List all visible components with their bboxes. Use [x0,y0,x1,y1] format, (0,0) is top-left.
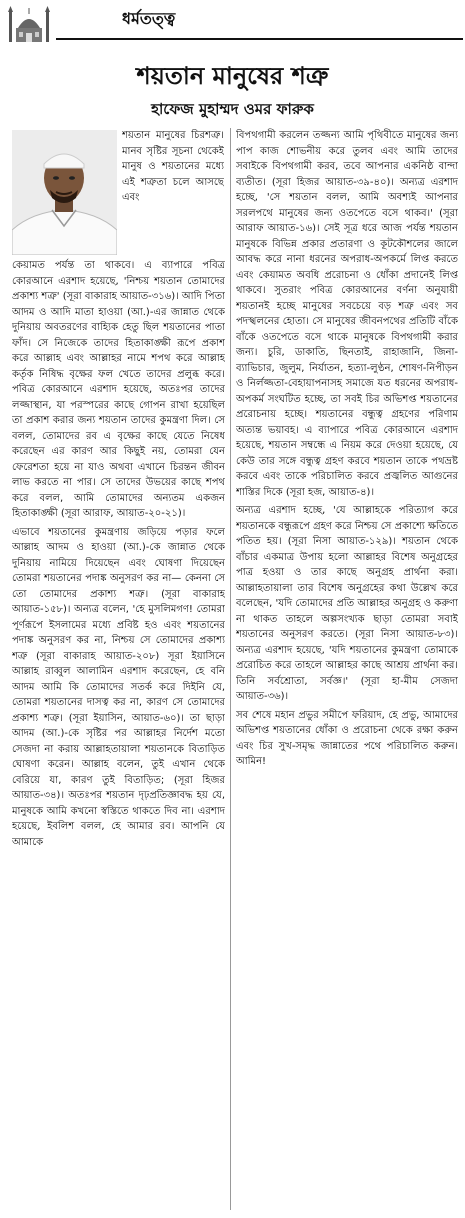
author-photo [12,130,117,255]
paragraph: বিপথগামী করলেন তজ্জন্য আমি পৃথিবীতে মানুষের জন্য পাপ কাজ শোভনীয় করে তুলব এবং আমি তাদের সবাইকে বিপথগামী করব, তবে আপনার একনিষ্ঠ বান্দা ব্যতীত। (সূরা হিজর আয়াত-৩৯-৪০)। অন্যত্র এরশাদ হচ্ছে, 'সে শয়তান বলল, আমি অবশ্যই আপনার সরলপথে মানুষের জন্য ওতপেতে বসে থাকব।' (সূরা আরাফ আয়াত-১৬)। সেই সূত্র ধরে আজ পর্যন্ত শয়তান মানুষকে বিভিন্ন প্রকার প্রতারণা ও কূটকৌশলের জালে আবদ্ধ করে নানা ধরনের অপরাধ-অপকর্মে লিপ্ত করতে এবং কেয়ামত অবধি প্ররোচনা ও ধোঁকা প্রদানেই লিপ্ত থাকবে। সুতরাং পবিত্র কোরআনের বর্ণনা অনুযায়ী শয়তানই হচ্ছে মানুষের সবচেয়ে বড় শত্রু এবং সব পদস্খলনের হোতা। সে মানুষের জীবনপথের প্রতিটি বাঁকে বাঁকে ওতপেতে বসে থাকে মানুষকে বিপথগামী করার জন্য। চুরি, ডাকাতি, ছিনতাই, রাহাজানি, জিনা-ব্যাভিচার, জুলুম, নির্যাতন, হত্যা-লুণ্ঠন, শোষণ-নিপীড়ন ও নির্লজ্জতা-বেহায়াপনাসহ সমাজে যত ধরনের অপরাধ-অপকর্ম সংঘটিত হচ্ছে, তা সবই চির অভিশপ্ত শয়তানের প্ররোচনায় হচ্ছে। শয়তানের বন্ধুত্ব গ্রহণের পরিণাম অত্যন্ত ভয়াবহ। এ ব্যাপারে পবিত্র কোরআনে এরশাদ হয়েছে, শয়তান সম্বন্ধে এ নিয়ম করে দেওয়া হয়েছে, যে কেউ তার সঙ্গে বন্ধুত্ব গ্রহণ করবে শয়তান তাকে পথভ্রষ্ট করবে এবং তাকে পরিচালিত করবে প্রজ্বলিত আগুনের শাস্তির দিকে (সূরা হজ, আয়াত-৪)। [236,130,458,498]
paragraph: সব শেষে মহান প্রভুর সমীপে ফরিয়াদ, হে প্রভু, আমাদের অভিশপ্ত শয়তানের ধোঁকা ও প্ররোচনা থেকে রক্ষা করুন এবং চির সুখ-সমৃদ্ধ জান্নাতের পথে পরিচালিত করুন। আমিন! [236,709,458,767]
paragraph: অন্যত্র এরশাদ হচ্ছে, 'যে আল্লাহকে পরিত্যাগ করে শয়তানকে বন্ধুরূপে গ্রহণ করে নিশ্চয় সে প্রকাশ্যে ক্ষতিতে পতিত হয়। (সূরা নিসা আয়াত-১২৯)। শয়তান থেকে বাঁচার একমাত্র উপায় হলো আল্লাহর বিশেষ অনুগ্রহের পাত্র হওয়া ও তার কাছে অনুগ্রহ প্রার্থনা করা। আল্লাহতায়ালা তার বিশেষ অনুগ্রহের কথা উল্লেখ করে বলেছেন, 'যদি তোমাদের প্রতি আল্লাহর অনুগ্রহ ও করুণা না থাকত তাহলে অল্পসংখ্যক ছাড়া তোমরা সবাই শয়তানের অনুসরণ করতে। (সূরা নিসা আয়াত-৮৩)। অন্যত্র এরশাদ হয়েছে, 'যদি শয়তানের কুমন্ত্রণা তোমাকে প্ররোচিত করে তাহলে আল্লাহর কাছে আশ্রয় প্রার্থনা কর। তিনি সর্বশ্রোতা, সর্বজ্ঞ।' (সূরা হা-মীম সেজদা আয়াত-৩৬)। [236,505,458,702]
author-portrait-icon [12,130,117,255]
paragraph: শয়তান মানুষের চিরশত্রু। মানব সৃষ্টির সূচনা থেকেই মানুষ ও শয়তানের মধ্যে এই শত্রুতা চলে আসছে এবং [122,130,224,203]
paragraph: এভাবে শয়তানের কুমন্ত্রণায় জড়িয়ে পড়ার ফলে আল্লাহ আদম ও হাওয়া (আ.)-কে জান্নাত থেকে দুনিয়ায় নামিয়ে দিয়েছেন এবং ঘোষণা দিয়েছেন তোমরা শয়তানের পদাঙ্ক অনুসরণ কর না— কেননা সে তো তোমাদের প্রকাশ্য শত্রু। (সূরা বাকারাহ আয়াত-১৫৮)। অন্যত্র বলেন, 'হে মুসলিমগণ! তোমরা পূর্ণরূপে ইসলামের মধ্যে প্রবিষ্ট হও এবং শয়তানের পদাঙ্ক অনুসরণ কর না, নিশ্চয় সে তোমাদের প্রকাশ্য শত্রু (সূরা বাকারাহ আয়াত-২০৮) সূরা ইয়াসিনে আল্লাহ রাব্বুল আলামিন এরশাদ করেছেন, হে বনি আদম আমি কি তোমাদের সতর্ক করে দিইনি যে, তোমরা শয়তানের দাসত্ব কর না, কারণ সে তোমাদের প্রকাশ্য শত্রু। (সূরা ইয়াসিন, আয়াত-৬০)। তা ছাড়া আদম (আ.)-কে সৃষ্টির পর আল্লাহর নির্দেশ মতো সেজদা না করায় আল্লাহতায়ালা শয়তানকে বিতাড়িত ঘোষণা করেন। আল্লাহ বলেন, তুই এখান থেকে বেরিয়ে যা, কারণ তুই বিতাড়িত; (সূরা হিজর আয়াত-৩৪)। অতঃপর শয়তান দৃঢ়প্রতিজ্ঞাবদ্ধ হয় যে, মানুষকে আমি কখনো স্বস্তিতে থাকতে দিব না। এরশাদ হয়েছে, ইবলিশ বলল, হে আমার রব। আপনি যে আমাকে [12,526,225,848]
section-header [0,0,465,50]
section-title: ধর্মতত্ত্ব [122,9,176,28]
article-column-intro [122,128,224,258]
article-title: শয়তান মানুষের শত্রু [136,61,329,90]
article-column-left [12,258,225,1210]
mosque-icon [6,4,52,44]
paragraph: কেয়ামত পর্যন্ত তা থাকবে। এ ব্যাপারে পবিত্র কোরআনে এরশাদ হয়েছে, 'নিশ্চয় শয়তান তোমাদের প্রকাশ্য শত্রু' (সূরা বাকারাহ আয়াত-৩১৬)। আদি পিতা আদম ও আদি মাতা হাওয়া (আ.)-এর জান্নাত থেকে দুনিয়ায় অবতরণের বাহ্যিক হেতু ছিল শয়তানের পাতা ফাঁদ। সে নিজেকে তাদের হিতাকাঙ্ক্ষী রূপে প্রকাশ করে আল্লাহ এবং আল্লাহর নামে শপথ করে আল্লাহ কর্তৃক নিষিদ্ধ বৃক্ষের ফল খেতে তাদের প্রলুব্ধ করে। পবিত্র কোরআনে এরশাদ হয়েছে, অতঃপর তাদের লজ্জাস্থান, যা পরস্পরের কাছে গোপন রাখা হয়েছিল তা প্রকাশ করার জন্য শয়তান তাদের কুমন্ত্রণা দিল। সে বলল, তোমাদের রব এ বৃক্ষের কাছে যেতে নিষেধ করেছেন এর কারণ আর কিছুই নয়, তোমরা যেন ফেরেশতা হয়ে না যাও অথবা এখানে চিরন্তন জীবন লাভ করতে না পার। সে তাদের উভয়ের কাছে শপথ করে বলল, আমি তোমাদের অন্যতম একজন হিতাকাঙ্ক্ষী (সূরা আরাফ, আয়াত-২০-২১)। [12,260,225,519]
article-column-right [236,128,458,1210]
column-divider [230,128,231,1210]
header-divider [56,38,463,40]
article-author: হাফেজ মুহাম্মদ ওমর ফারুক [151,100,314,118]
